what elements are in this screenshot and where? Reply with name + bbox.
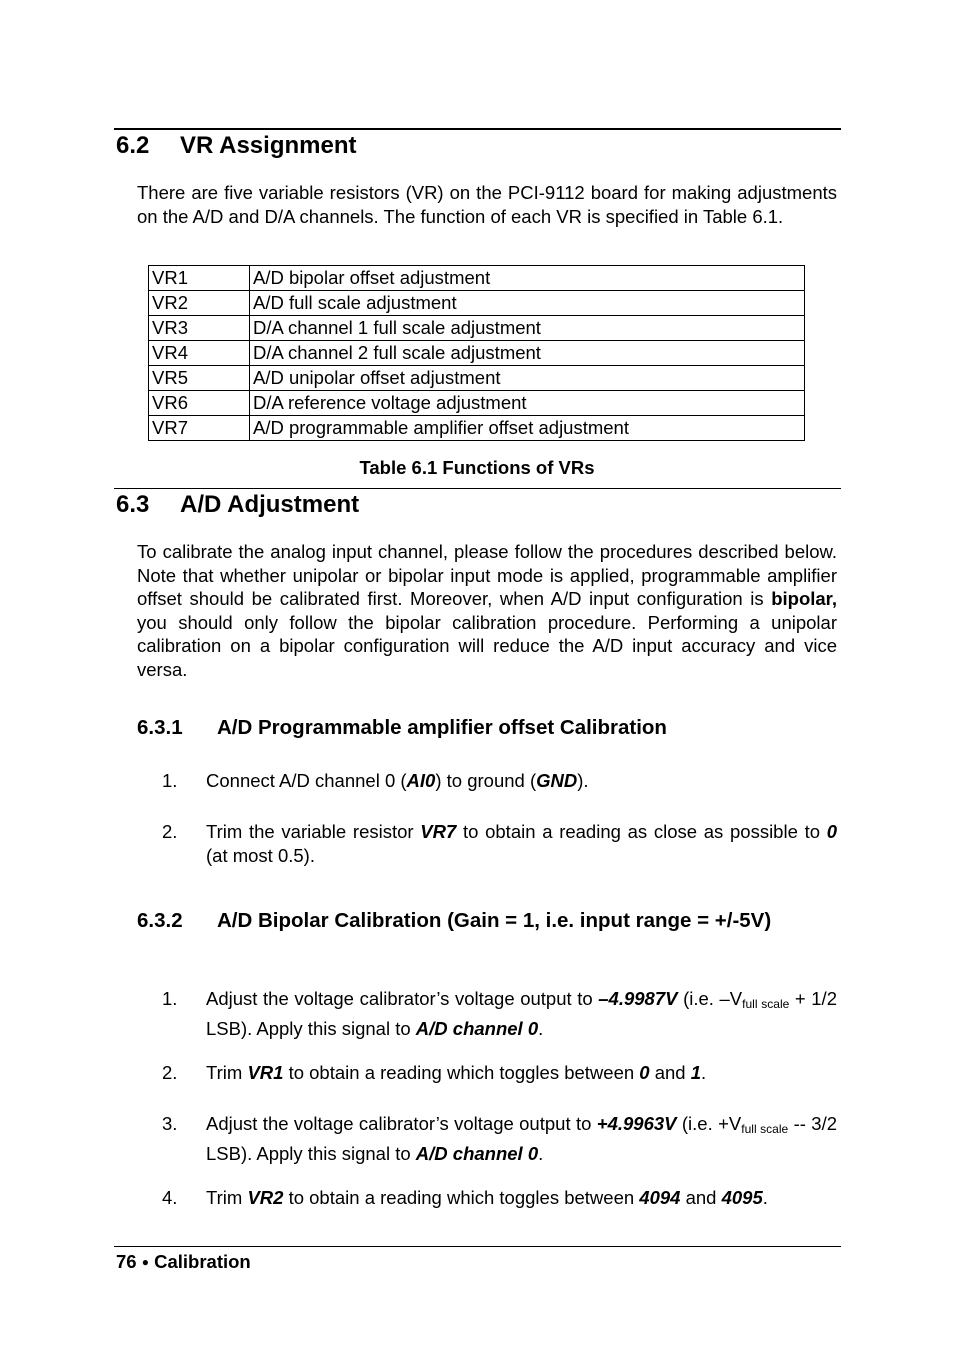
vr-cell: VR1 [149, 266, 250, 291]
table-row [149, 266, 805, 291]
section-heading-6-3 [116, 491, 359, 519]
intro-paragraph-6-2: There are five variable resistors (VR) on the PCI-9112 board for making adjustments on the A/D and D/A channels. The function of each VR is specified in Table 6.1. [137, 182, 837, 227]
function-cell: D/A reference voltage adjustment [250, 391, 805, 416]
table-row [149, 291, 805, 316]
table-row [149, 391, 805, 416]
step-number: 2. [162, 1062, 178, 1083]
step-number: 4. [162, 1187, 178, 1208]
section-heading-6-2 [116, 132, 356, 160]
table-row [149, 416, 805, 441]
step-number: 1. [162, 988, 178, 1009]
vr-cell: VR6 [149, 391, 250, 416]
step-text: Trim VR2 to obtain a reading which toggles between 4094 and 4095. [206, 1187, 768, 1208]
header-rule [114, 128, 841, 130]
page-number: 76 [116, 1251, 137, 1272]
section-rule [114, 488, 841, 489]
subsection-title: A/D Programmable amplifier offset Calibration [217, 716, 667, 739]
function-cell: A/D programmable amplifier offset adjustment [250, 416, 805, 441]
function-cell: D/A channel 1 full scale adjustment [250, 316, 805, 341]
vr-cell: VR3 [149, 316, 250, 341]
subsection-title: A/D Bipolar Calibration (Gain = 1, i.e. input range = +/-5V) [217, 909, 772, 932]
bold-term: bipolar, [771, 588, 837, 609]
page-footer [116, 1251, 251, 1273]
vr-cell: VR5 [149, 366, 250, 391]
step-text: Trim VR1 to obtain a reading which toggles between 0 and 1. [206, 1062, 707, 1083]
step-number: 2. [162, 821, 178, 842]
function-cell: D/A channel 2 full scale adjustment [250, 341, 805, 366]
subsection-number: 6.3.2 [137, 909, 183, 932]
footer-section: Calibration [154, 1251, 251, 1272]
section-number: 6.3 [116, 491, 150, 518]
table-row [149, 341, 805, 366]
function-cell: A/D bipolar offset adjustment [250, 266, 805, 291]
step-text: Trim the variable resistor VR7 to obtain a reading as close as possible to 0 (at most 0.5). [206, 821, 837, 866]
subsection-number: 6.3.1 [137, 716, 183, 739]
footer-rule [114, 1246, 841, 1247]
section-title: VR Assignment [180, 132, 357, 159]
vr-functions-table [148, 265, 805, 441]
function-cell: A/D full scale adjustment [250, 291, 805, 316]
step-text: Connect A/D channel 0 (AI0) to ground (GND). [206, 770, 589, 791]
vr-cell: VR7 [149, 416, 250, 441]
bullet-icon: ● [141, 1255, 149, 1269]
section-title: A/D Adjustment [180, 491, 360, 518]
step-number: 3. [162, 1113, 178, 1134]
vr-cell: VR4 [149, 341, 250, 366]
step-text: Adjust the voltage calibrator’s voltage output to –4.9987V (i.e. $-V_{full scale} + 1/2$ LSB). Apply this signal to A/D channel 0. [206, 988, 837, 1039]
vr-cell: VR2 [149, 291, 250, 316]
paragraph-text: To calibrate the analog input channel, please follow the procedures described below. Note that whether unipolar or bipolar input mode is applied, programmable amplifier offset should be calibrated first. Moreover, when A/D input configuration is [137, 541, 837, 609]
table-row [149, 366, 805, 391]
step-text: Adjust the voltage calibrator’s voltage output to +4.9963V (i.e. $+V_{full scale} -- 3/2$ LSB). Apply this signal to A/D channel 0. [206, 1113, 838, 1164]
table-caption: Table 6.1 Functions of VRs [359, 457, 595, 478]
paragraph-text: you should only follow the bipolar calibration procedure. Performing a unipolar calibration on a bipolar configuration will reduce the A/D input accuracy and vice versa. [137, 611, 837, 680]
section-number: 6.2 [116, 132, 150, 159]
table-row [149, 316, 805, 341]
function-cell: A/D unipolar offset adjustment [250, 366, 805, 391]
step-number: 1. [162, 770, 178, 791]
intro-paragraph-6-3 [137, 540, 837, 681]
